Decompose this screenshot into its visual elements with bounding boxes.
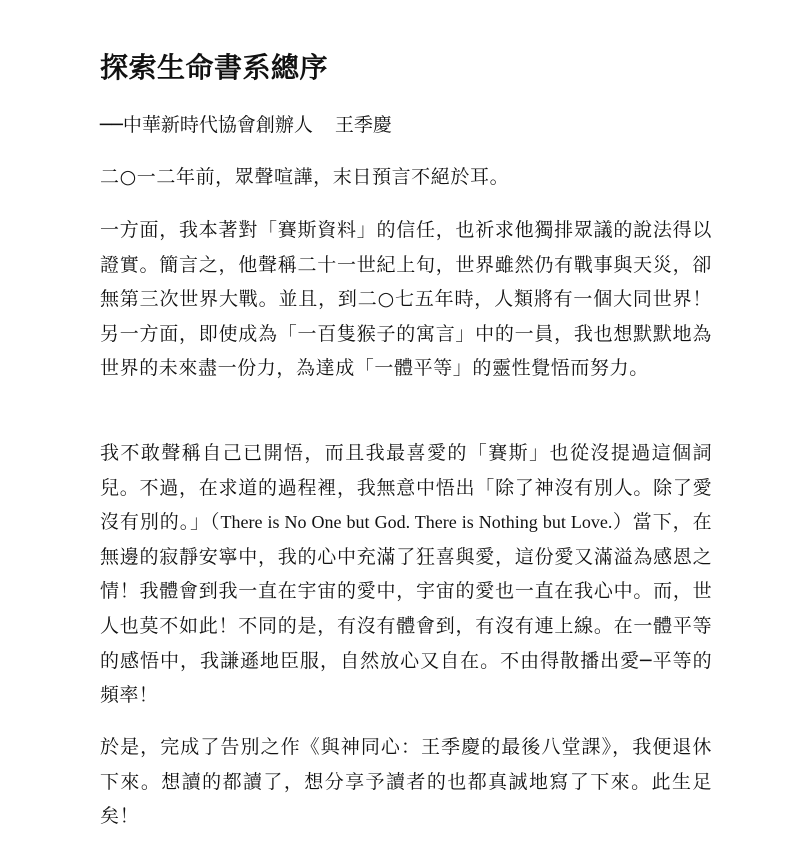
paragraph-4: 於是，完成了告別之作《與神同心：王季慶的最後八堂課》，我便退休下來。想讀的都讀了，想分享予讀者的也都真誠地寫了下來。此生足矣！ [100,736,712,828]
author-name: 王季慶 [334,114,392,136]
paragraph-3 [100,436,712,713]
paragraph-2: 一方面，我本著對「賽斯資料」的信任，也祈求他獨排眾議的說法得以證實。簡言之，他聲稱二十一世紀上旬，世界雖然仍有戰事與天災，卻無第三次世界大戰。並且，到二○七五年時，人類將有一個大同世界！另一方面，即使成為「一百隻猴子的寓言」中的一員，我也想默默地為世界的未來盡一份力，為達成「一體平等」的靈性覺悟而努力。 [100,219,712,380]
document-title: 探索生命書系總序 [100,51,329,84]
english-quote: There is No One but God. There is Nothing but Love. [220,512,613,533]
author-byline [100,110,392,140]
byline-prefix: ──中華新時代協會創辦人 [100,114,313,136]
paragraph-3-text-before: 我不敢聲稱自己已開悟，而且我最喜愛的「賽斯」也從沒提過這個詞兒。不過，在求道的過程裡，我無意中悟出「除了神沒有別人。除了愛沒有別的。」（ [100,442,712,534]
paragraph-3-text-after: ）當下，在無邊的寂靜安寧中，我的心中充滿了狂喜與愛，這份愛又滿溢為感恩之情！我體會到我一直在宇宙的愛中，宇宙的愛也一直在我心中。而，世人也莫不如此！不同的是，有沒有體會到，有沒有連上線。在一體平等的感悟中，我謙遜地臣服，自然放心又自在。不由得散播出愛─平等的頻率！ [100,511,712,707]
paragraph-1: 二○一二年前，眾聲喧譁，末日預言不絕於耳。 [100,166,510,188]
